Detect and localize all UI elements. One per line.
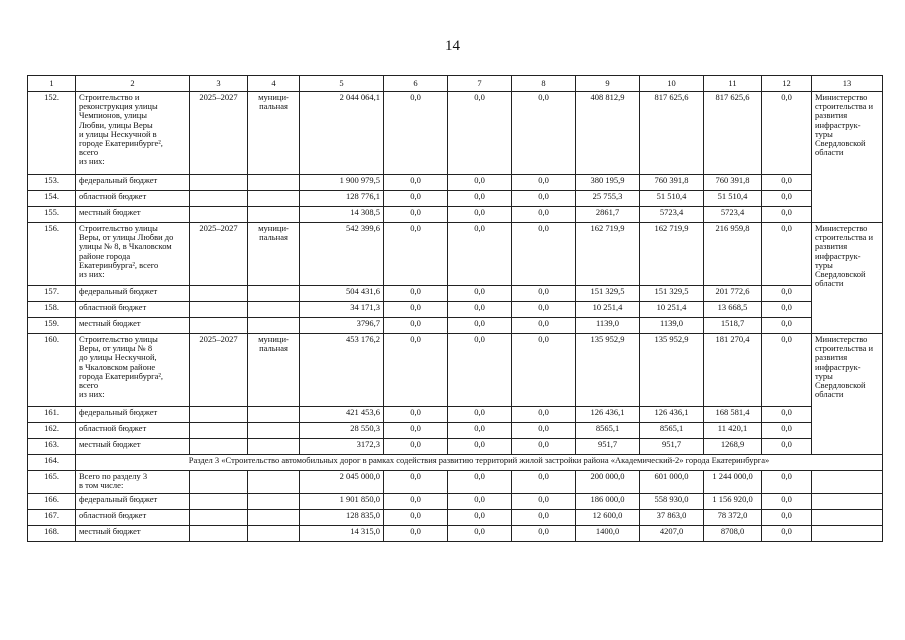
- row-value: 151 329,5: [640, 286, 704, 302]
- row-total: 14 308,5: [300, 207, 384, 223]
- table-row: [28, 318, 883, 334]
- row-value: 11 420,1: [704, 423, 762, 439]
- row-value: 0,0: [512, 302, 576, 318]
- row-period: 2025–2027: [190, 223, 248, 286]
- row-value: 817 625,6: [640, 92, 704, 175]
- row-value: 0,0: [384, 318, 448, 334]
- row-value: 0,0: [762, 318, 812, 334]
- empty-cell: [190, 423, 248, 439]
- row-kind: муници- пальная: [248, 223, 300, 286]
- table-row: [28, 92, 883, 175]
- row-value: 0,0: [384, 439, 448, 455]
- header-cell: 12: [762, 76, 812, 92]
- row-number: 162.: [28, 423, 76, 439]
- row-value: 168 581,4: [704, 407, 762, 423]
- row-value: 5723,4: [704, 207, 762, 223]
- row-value: 1139,0: [640, 318, 704, 334]
- row-value: 5723,4: [640, 207, 704, 223]
- row-value: 0,0: [384, 526, 448, 542]
- table-row: [28, 494, 883, 510]
- header-cell: 4: [248, 76, 300, 92]
- section-title: Раздел 3 «Строительство автомобильных дорог в рамках содействия развитию территорий жилой застройки района «Академический-2» города Екатеринбурга»: [76, 455, 883, 471]
- row-number: 160.: [28, 334, 76, 407]
- empty-cell: [248, 526, 300, 542]
- empty-cell: [248, 191, 300, 207]
- row-value: 0,0: [448, 175, 512, 191]
- row-value: 0,0: [448, 223, 512, 286]
- row-value: 0,0: [512, 286, 576, 302]
- empty-cell: [812, 526, 883, 542]
- row-value: 8565,1: [576, 423, 640, 439]
- row-value: 51 510,4: [704, 191, 762, 207]
- row-value: 0,0: [512, 423, 576, 439]
- row-value: 0,0: [512, 439, 576, 455]
- row-number: 152.: [28, 92, 76, 175]
- row-value: 0,0: [512, 175, 576, 191]
- row-value: 4207,0: [640, 526, 704, 542]
- row-number: 167.: [28, 510, 76, 526]
- row-value: 37 863,0: [640, 510, 704, 526]
- row-name: Строительство и реконструкция улицы Чемпионов, улицы Любви, улицы Веры и улицы Нескучной в городе Екатеринбурге², всего из них:: [76, 92, 190, 175]
- row-value: 0,0: [384, 510, 448, 526]
- row-total: 3172,3: [300, 439, 384, 455]
- row-value: 0,0: [762, 92, 812, 175]
- header-cell: 10: [640, 76, 704, 92]
- table-row: [28, 175, 883, 191]
- header-cell: 7: [448, 76, 512, 92]
- row-responsible: Министерство строительства и развития инфраструк- туры Свердловской области: [812, 334, 883, 455]
- header-cell: 9: [576, 76, 640, 92]
- page-number: 14: [445, 38, 460, 54]
- row-total: 542 399,6: [300, 223, 384, 286]
- row-value: 0,0: [762, 175, 812, 191]
- row-total: 421 453,6: [300, 407, 384, 423]
- empty-cell: [190, 175, 248, 191]
- row-name: местный бюджет: [76, 439, 190, 455]
- row-total: 453 176,2: [300, 334, 384, 407]
- budget-table: [27, 75, 883, 542]
- row-value: 0,0: [762, 423, 812, 439]
- row-total: 504 431,6: [300, 286, 384, 302]
- row-value: 0,0: [448, 510, 512, 526]
- row-value: 201 772,6: [704, 286, 762, 302]
- table-row: [28, 302, 883, 318]
- row-value: 0,0: [384, 471, 448, 494]
- row-total: 2 044 064,1: [300, 92, 384, 175]
- empty-cell: [248, 318, 300, 334]
- header-cell: 5: [300, 76, 384, 92]
- row-value: 0,0: [762, 494, 812, 510]
- table-row: [28, 471, 883, 494]
- row-number: 166.: [28, 494, 76, 510]
- row-value: 0,0: [762, 471, 812, 494]
- empty-cell: [190, 286, 248, 302]
- row-name: Строительство улицы Веры, от улицы № 8 до улицы Нескучной, в Чкаловском районе города Екатеринбурга², всего из них:: [76, 334, 190, 407]
- row-kind: муници- пальная: [248, 92, 300, 175]
- row-value: 1518,7: [704, 318, 762, 334]
- row-value: 162 719,9: [576, 223, 640, 286]
- row-value: 0,0: [384, 207, 448, 223]
- row-value: 951,7: [576, 439, 640, 455]
- row-value: 0,0: [762, 207, 812, 223]
- row-value: 0,0: [448, 302, 512, 318]
- row-value: 0,0: [448, 92, 512, 175]
- header-cell: 11: [704, 76, 762, 92]
- row-value: 0,0: [762, 223, 812, 286]
- row-value: 151 329,5: [576, 286, 640, 302]
- row-value: 0,0: [762, 191, 812, 207]
- row-number: 158.: [28, 302, 76, 318]
- row-name: местный бюджет: [76, 526, 190, 542]
- row-value: 0,0: [512, 191, 576, 207]
- row-value: 0,0: [512, 407, 576, 423]
- row-name: федеральный бюджет: [76, 175, 190, 191]
- row-value: 25 755,3: [576, 191, 640, 207]
- row-name: областной бюджет: [76, 510, 190, 526]
- row-value: 135 952,9: [640, 334, 704, 407]
- empty-cell: [248, 494, 300, 510]
- row-value: 558 930,0: [640, 494, 704, 510]
- row-value: 0,0: [448, 423, 512, 439]
- row-value: 0,0: [448, 318, 512, 334]
- row-name: местный бюджет: [76, 318, 190, 334]
- row-value: 51 510,4: [640, 191, 704, 207]
- empty-cell: [248, 423, 300, 439]
- row-value: 0,0: [384, 223, 448, 286]
- row-value: 78 372,0: [704, 510, 762, 526]
- row-value: 0,0: [384, 423, 448, 439]
- header-cell: 8: [512, 76, 576, 92]
- row-value: 0,0: [448, 439, 512, 455]
- row-number: 157.: [28, 286, 76, 302]
- empty-cell: [190, 302, 248, 318]
- table-row: [28, 191, 883, 207]
- section-row: [28, 455, 883, 471]
- row-number: 156.: [28, 223, 76, 286]
- row-value: 817 625,6: [704, 92, 762, 175]
- row-value: 135 952,9: [576, 334, 640, 407]
- row-name: федеральный бюджет: [76, 286, 190, 302]
- row-number: 165.: [28, 471, 76, 494]
- header-cell: 1: [28, 76, 76, 92]
- row-value: 0,0: [512, 494, 576, 510]
- row-value: 0,0: [384, 494, 448, 510]
- empty-cell: [248, 471, 300, 494]
- row-total: 128 835,0: [300, 510, 384, 526]
- row-value: 0,0: [384, 334, 448, 407]
- row-value: 0,0: [512, 223, 576, 286]
- row-value: 0,0: [512, 526, 576, 542]
- row-value: 760 391,8: [704, 175, 762, 191]
- row-number: 164.: [28, 455, 76, 471]
- empty-cell: [248, 407, 300, 423]
- row-value: 0,0: [762, 526, 812, 542]
- empty-cell: [812, 510, 883, 526]
- row-value: 0,0: [512, 318, 576, 334]
- empty-cell: [248, 302, 300, 318]
- row-kind: муници- пальная: [248, 334, 300, 407]
- empty-cell: [190, 471, 248, 494]
- row-number: 161.: [28, 407, 76, 423]
- row-value: 0,0: [762, 407, 812, 423]
- row-value: 186 000,0: [576, 494, 640, 510]
- row-value: 408 812,9: [576, 92, 640, 175]
- row-value: 13 668,5: [704, 302, 762, 318]
- table-row: [28, 526, 883, 542]
- row-value: 0,0: [384, 175, 448, 191]
- row-value: 760 391,8: [640, 175, 704, 191]
- header-cell: 2: [76, 76, 190, 92]
- table-row: [28, 207, 883, 223]
- row-value: 0,0: [448, 334, 512, 407]
- row-name: федеральный бюджет: [76, 494, 190, 510]
- row-value: 0,0: [762, 334, 812, 407]
- empty-cell: [248, 207, 300, 223]
- empty-cell: [248, 175, 300, 191]
- empty-cell: [190, 494, 248, 510]
- row-value: 0,0: [512, 92, 576, 175]
- row-name: Строительство улицы Веры, от улицы Любви до улицы № 8, в Чкаловском районе города Екатеринбурга², всего из них:: [76, 223, 190, 286]
- row-value: 0,0: [448, 286, 512, 302]
- header-cell: 13: [812, 76, 883, 92]
- empty-cell: [190, 191, 248, 207]
- row-responsible: Министерство строительства и развития инфраструк- туры Свердловской области: [812, 223, 883, 334]
- row-number: 154.: [28, 191, 76, 207]
- table-row: [28, 423, 883, 439]
- row-total: 28 550,3: [300, 423, 384, 439]
- row-value: 0,0: [384, 286, 448, 302]
- empty-cell: [812, 494, 883, 510]
- row-name: областной бюджет: [76, 302, 190, 318]
- row-value: 162 719,9: [640, 223, 704, 286]
- row-number: 163.: [28, 439, 76, 455]
- row-number: 159.: [28, 318, 76, 334]
- row-value: 601 000,0: [640, 471, 704, 494]
- table-row: [28, 407, 883, 423]
- row-value: 0,0: [762, 439, 812, 455]
- row-name: Всего по разделу 3 в том числе:: [76, 471, 190, 494]
- row-value: 1268,9: [704, 439, 762, 455]
- row-value: 126 436,1: [640, 407, 704, 423]
- row-name: федеральный бюджет: [76, 407, 190, 423]
- row-total: 2 045 000,0: [300, 471, 384, 494]
- row-value: 0,0: [448, 471, 512, 494]
- header-cell: 3: [190, 76, 248, 92]
- row-value: 8565,1: [640, 423, 704, 439]
- row-name: областной бюджет: [76, 191, 190, 207]
- table-row: [28, 439, 883, 455]
- row-value: 0,0: [762, 510, 812, 526]
- row-total: 3796,7: [300, 318, 384, 334]
- row-value: 1 244 000,0: [704, 471, 762, 494]
- row-total: 14 315,0: [300, 526, 384, 542]
- row-period: 2025–2027: [190, 334, 248, 407]
- row-responsible: Министерство строительства и развития инфраструк- туры Свердловской области: [812, 92, 883, 223]
- row-value: 0,0: [512, 471, 576, 494]
- row-value: 0,0: [448, 407, 512, 423]
- row-value: 200 000,0: [576, 471, 640, 494]
- row-value: 1 156 920,0: [704, 494, 762, 510]
- row-value: 2861,7: [576, 207, 640, 223]
- table-row: [28, 510, 883, 526]
- row-value: 0,0: [448, 207, 512, 223]
- row-value: 1139,0: [576, 318, 640, 334]
- row-value: 216 959,8: [704, 223, 762, 286]
- empty-cell: [248, 439, 300, 455]
- empty-cell: [812, 471, 883, 494]
- row-value: 181 270,4: [704, 334, 762, 407]
- empty-cell: [248, 510, 300, 526]
- row-value: 0,0: [512, 207, 576, 223]
- header-row: [28, 76, 883, 92]
- row-value: 380 195,9: [576, 175, 640, 191]
- row-value: 0,0: [762, 286, 812, 302]
- row-value: 0,0: [762, 302, 812, 318]
- table-row: [28, 223, 883, 286]
- header-cell: 6: [384, 76, 448, 92]
- row-value: 0,0: [512, 334, 576, 407]
- empty-cell: [190, 318, 248, 334]
- row-value: 0,0: [448, 191, 512, 207]
- empty-cell: [190, 510, 248, 526]
- row-total: 1 901 850,0: [300, 494, 384, 510]
- row-value: 126 436,1: [576, 407, 640, 423]
- row-value: 951,7: [640, 439, 704, 455]
- row-number: 168.: [28, 526, 76, 542]
- row-value: 12 600,0: [576, 510, 640, 526]
- row-value: 0,0: [384, 92, 448, 175]
- row-total: 34 171,3: [300, 302, 384, 318]
- row-value: 0,0: [384, 191, 448, 207]
- row-value: 10 251,4: [640, 302, 704, 318]
- row-value: 1400,0: [576, 526, 640, 542]
- row-value: 0,0: [384, 302, 448, 318]
- row-total: 128 776,1: [300, 191, 384, 207]
- row-name: областной бюджет: [76, 423, 190, 439]
- row-number: 155.: [28, 207, 76, 223]
- empty-cell: [190, 526, 248, 542]
- table-row: [28, 334, 883, 407]
- row-value: 8708,0: [704, 526, 762, 542]
- row-number: 153.: [28, 175, 76, 191]
- empty-cell: [190, 207, 248, 223]
- row-value: 10 251,4: [576, 302, 640, 318]
- row-name: местный бюджет: [76, 207, 190, 223]
- empty-cell: [248, 286, 300, 302]
- row-value: 0,0: [448, 526, 512, 542]
- row-value: 0,0: [448, 494, 512, 510]
- row-period: 2025–2027: [190, 92, 248, 175]
- row-value: 0,0: [512, 510, 576, 526]
- empty-cell: [190, 407, 248, 423]
- row-value: 0,0: [384, 407, 448, 423]
- row-total: 1 900 979,5: [300, 175, 384, 191]
- empty-cell: [190, 439, 248, 455]
- table-row: [28, 286, 883, 302]
